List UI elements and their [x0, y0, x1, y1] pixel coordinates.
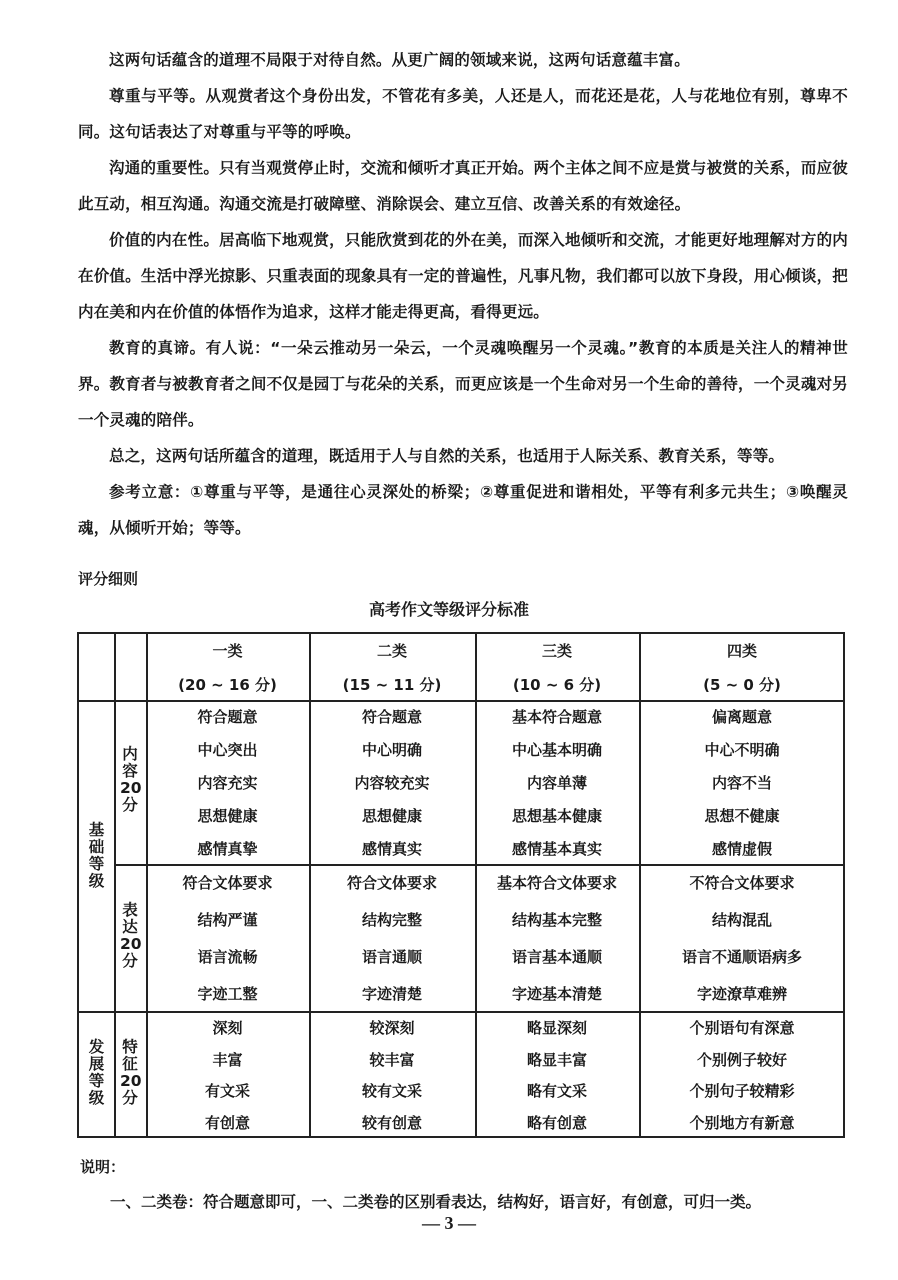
- level-label: [87, 822, 107, 890]
- level-label: [87, 1039, 107, 1107]
- section-divider: [114, 864, 845, 866]
- paragraph-reference-themes: 参考立意：①尊重与平等，是通往心灵深处的桥梁；②尊重促进和谐相处，平等有利多元共生；③唤醒灵魂，从倾听开始；等等。: [78, 483, 848, 537]
- paragraph-summary: 总之，这两句话所蕴含的道理，既适用于人与自然的关系，也适用于人际关系、教育关系，等等。: [109, 447, 785, 465]
- table-cell: 不符合文体要求: [689, 874, 795, 893]
- table-cell: 字迹工整: [197, 984, 258, 1003]
- section-label-part: 征: [122, 1054, 138, 1073]
- paragraph-education: 教育的真谛。有人说：“一朵云推动另一朵云，一个灵魂唤醒另一个灵魂。”教育的本质是关注人的精神世界。教育者与被教育者之间不仅是园丁与花朵的关系，而更应该是一个生命对另一个生命的善待，一个灵魂对另一个灵魂的陪伴。: [78, 339, 848, 429]
- table-cell: 语言不通顺语病多: [681, 947, 803, 966]
- table-cell: 较有文采: [361, 1082, 423, 1101]
- table-cell: 符合题意: [197, 708, 258, 727]
- column-divider: [309, 634, 311, 1138]
- table-cell: 内容不当: [711, 774, 773, 792]
- table-cell: 中心突出: [197, 741, 258, 760]
- section-label-part: 20: [120, 934, 142, 953]
- table-cell: 语言流畅: [197, 947, 258, 966]
- column-header-name: 四类: [726, 642, 758, 660]
- table-cell: 略显深刻: [526, 1018, 588, 1037]
- table-cell: 感情基本真实: [511, 839, 603, 858]
- table-cell: 深刻: [212, 1018, 243, 1037]
- paragraph-intro: 这两句话蕴含的道理不局限于对待自然。从更广阔的领域来说，这两句话意蕴丰富。: [109, 51, 690, 69]
- notes-label: 说明：: [80, 1158, 126, 1176]
- paragraph-inner-value: 价值的内在性。居高临下地观赏，只能欣赏到花的外在美，而深入地倾听和交流，才能更好地理解对方的内在价值。生活中浮光掠影、只重表面的现象具有一定的普遍性，凡事凡物，我们都可以放下身段，用心倾谈，把内在美和内在价值的体悟作为追求，这样才能走得更高，看得更远。: [78, 231, 848, 321]
- paragraph-communication: 沟通的重要性。只有当观赏停止时，交流和倾听才真正开始。两个主体之间不应是赏与被赏的关系，而应彼此互动，相互沟通。沟通交流是打破障壁、消除误会、建立互信、改善关系的有效途径。: [78, 159, 848, 213]
- column-divider: [475, 634, 477, 1138]
- column-header-range: (10 ~ 6 分): [512, 676, 602, 694]
- table-cell: 中心不明确: [704, 741, 780, 760]
- table-cell: 略显丰富: [526, 1050, 588, 1069]
- table-cell: 思想健康: [361, 806, 423, 825]
- table-cell: 个别地方有新意: [689, 1114, 795, 1133]
- section-label: [120, 746, 140, 814]
- table-cell: 思想基本健康: [511, 806, 603, 825]
- section-label: [120, 1039, 140, 1107]
- section-label-part: 达: [122, 917, 138, 936]
- table-cell: 基本符合文体要求: [496, 874, 618, 893]
- section-label-part: 分: [122, 1088, 138, 1107]
- table-cell: 符合题意: [361, 708, 423, 727]
- table-cell: 感情真实: [361, 839, 423, 858]
- table-cell: 略有创意: [526, 1114, 588, 1133]
- table-title: 高考作文等级评分标准: [368, 600, 529, 619]
- section-label-part: 表: [122, 900, 138, 919]
- table-cell: 较丰富: [369, 1050, 415, 1069]
- table-cell: 字迹基本清楚: [511, 984, 603, 1003]
- section-label-part: 内: [122, 745, 138, 763]
- table-cell: 个别句子较精彩: [689, 1082, 795, 1101]
- column-divider: [146, 634, 148, 1138]
- table-cell: 结构严谨: [197, 911, 258, 930]
- table-cell: 语言通顺: [361, 947, 423, 966]
- section-label-part: 容: [122, 762, 138, 780]
- paragraph-respect-equality: 尊重与平等。从观赏者这个身份出发，不管花有多美，人还是人，而花还是花，人与花地位有别，尊卑不同。这句话表达了对尊重与平等的呼唤。: [78, 87, 848, 141]
- table-cell: 个别语句有深意: [689, 1018, 795, 1037]
- section-label-part: 分: [122, 796, 138, 814]
- table-cell: 符合文体要求: [182, 874, 273, 893]
- level-label-char: 级: [88, 871, 105, 890]
- table-cell: 中心基本明确: [511, 741, 603, 760]
- table-cell: 基本符合题意: [511, 708, 603, 727]
- table-cell: 结构混乱: [711, 911, 773, 930]
- level-label-char: 基: [88, 820, 105, 839]
- table-cell: 略有文采: [526, 1082, 588, 1101]
- level-label-char: 展: [88, 1054, 105, 1073]
- column-header-range: (20 ~ 16 分): [178, 676, 277, 694]
- table-cell: 字迹潦草难辨: [696, 984, 788, 1003]
- level-label-char: 级: [88, 1088, 105, 1107]
- column-divider: [114, 634, 116, 1138]
- column-header-range: (5 ~ 0 分): [703, 676, 781, 694]
- level-label-char: 等: [88, 1071, 105, 1090]
- table-cell: 有创意: [204, 1114, 251, 1133]
- table-cell: 内容较充实: [354, 774, 430, 792]
- section-label-part: 特: [122, 1037, 138, 1056]
- table-cell: 感情真挚: [197, 839, 258, 858]
- page-number: — 3 —: [422, 1213, 476, 1233]
- column-divider: [639, 634, 641, 1138]
- level-label-char: 础: [88, 837, 105, 856]
- table-cell: 语言基本通顺: [511, 947, 603, 966]
- table-cell: 较有创意: [361, 1114, 423, 1133]
- notes-line: 一、二类卷：符合题意即可，一、二类卷的区别看表达，结构好，语言好，有创意，可归一类。: [110, 1193, 762, 1211]
- table-cell: 丰富: [212, 1050, 243, 1069]
- table-cell: 个别例子较好: [696, 1050, 788, 1069]
- table-cell: 偏离题意: [711, 708, 773, 727]
- table-cell: 思想不健康: [704, 806, 780, 825]
- table-cell: 感情虚假: [711, 839, 773, 858]
- column-header-name: 二类: [376, 642, 408, 660]
- table-cell: 有文采: [204, 1082, 251, 1101]
- section-label-part: 分: [122, 951, 138, 970]
- section-label: [120, 902, 140, 970]
- table-cell: 字迹清楚: [361, 984, 423, 1003]
- table-cell: 较深刻: [369, 1018, 415, 1037]
- section-label-part: 20: [120, 779, 142, 797]
- table-cell: 中心明确: [361, 741, 423, 760]
- header-divider: [79, 700, 845, 702]
- table-cell: 结构基本完整: [511, 911, 603, 930]
- column-header-range: (15 ~ 11 分): [342, 676, 442, 694]
- column-header-name: 一类: [212, 642, 243, 660]
- table-cell: 内容充实: [197, 774, 258, 792]
- section-label-scoring: 评分细则: [78, 570, 139, 588]
- level-label-char: 发: [88, 1037, 105, 1056]
- section-label-part: 20: [120, 1071, 142, 1090]
- level-label-char: 等: [88, 854, 105, 873]
- column-header-name: 三类: [541, 642, 573, 660]
- group-divider: [79, 1011, 845, 1013]
- table-cell: 结构完整: [361, 911, 423, 930]
- table-cell: 内容单薄: [526, 774, 588, 792]
- table-cell: 符合文体要求: [346, 874, 438, 893]
- grading-table: [77, 632, 845, 1138]
- table-cell: 思想健康: [197, 806, 258, 825]
